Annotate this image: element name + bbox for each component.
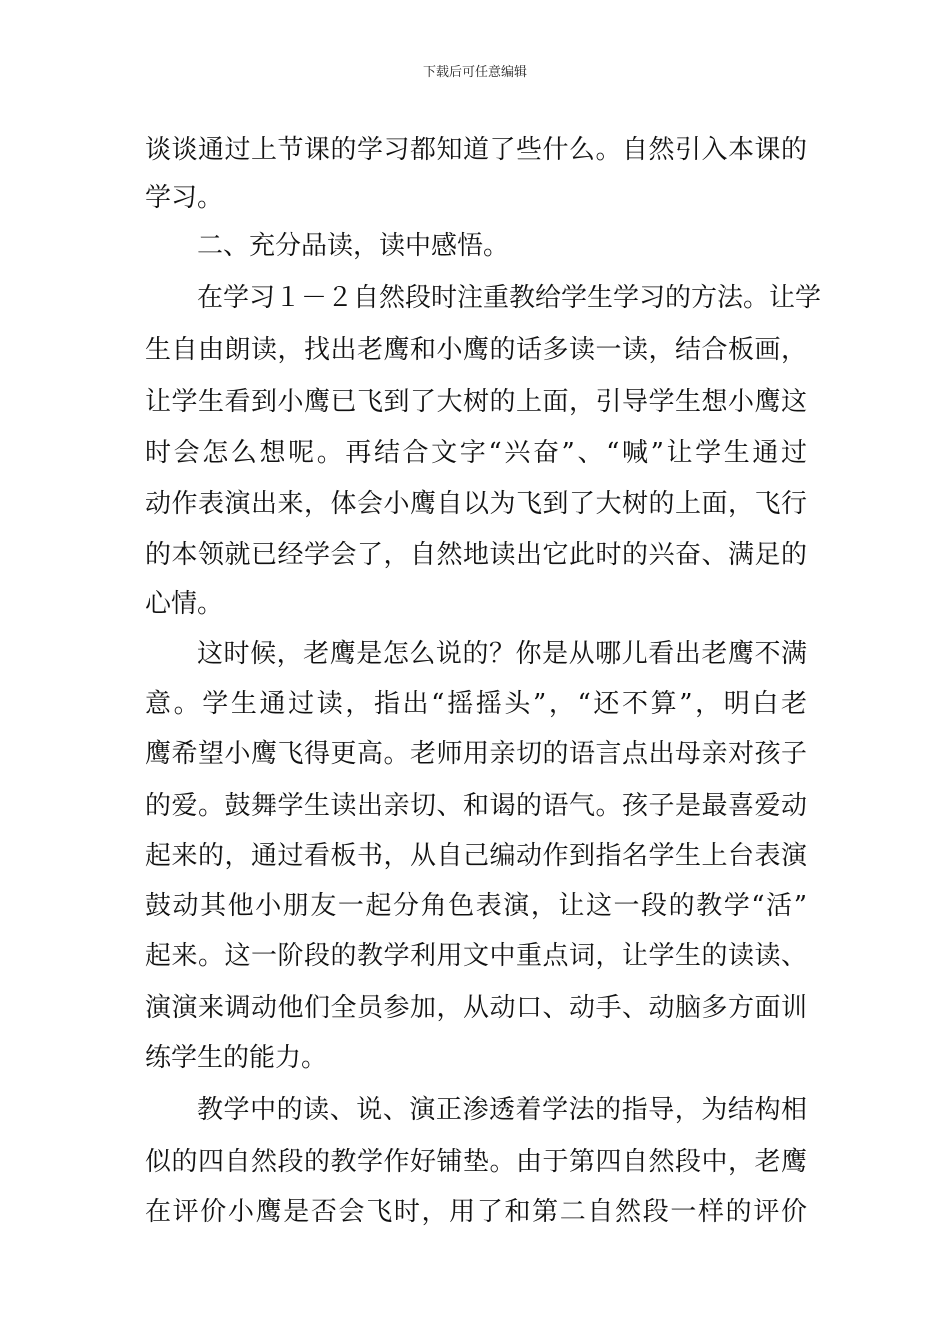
section-heading: 二、充分品读，读中感悟。 bbox=[197, 231, 510, 261]
text-line: 鼓动其他小朋友一起分角色表演，让这一段的教学“活” bbox=[145, 891, 807, 921]
text-line: 这时候，老鹰是怎么说的？你是从哪儿看出老鹰不满 bbox=[197, 639, 807, 669]
text-line: 在学习１－２自然段时注重教给学生学习的方法。让学 bbox=[197, 283, 822, 313]
text-line: 的爱。鼓舞学生读出亲切、和谒的语气。孩子是最喜爱动 bbox=[145, 791, 807, 821]
text-line: 生自由朗读，找出老鹰和小鹰的话多读一读，结合板画， bbox=[145, 335, 807, 365]
page-header: 下载后可任意编辑 bbox=[422, 65, 527, 80]
text-line: 动作表演出来，体会小鹰自以为飞到了大树的上面，飞行 bbox=[145, 489, 807, 519]
text-line: 心情。 bbox=[145, 589, 224, 619]
text-line: 练学生的能力。 bbox=[145, 1043, 328, 1073]
text-line: 起来。这一阶段的教学利用文中重点词，让学生的读读、 bbox=[145, 941, 807, 971]
text-line: 在评价小鹰是否会飞时，用了和第二自然段一样的评价 bbox=[145, 1197, 807, 1227]
text-line: 教学中的读、说、演正渗透着学法的指导，为结构相 bbox=[197, 1095, 807, 1125]
text-line: 学习。 bbox=[145, 183, 224, 213]
text-line: 谈谈通过上节课的学习都知道了些什么。自然引入本课的 bbox=[145, 135, 807, 165]
text-line: 的本领就已经学会了，自然地读出它此时的兴奋、满足的 bbox=[145, 540, 807, 570]
text-line: 演演来调动他们全员参加，从动口、动手、动脑多方面训 bbox=[145, 993, 807, 1023]
text-line: 鹰希望小鹰飞得更高。老师用亲切的语言点出母亲对孩子 bbox=[145, 739, 807, 769]
text-line: 时会怎么想呢。再结合文字“兴奋”、“喊”让学生通过 bbox=[145, 438, 807, 468]
text-line: 意。学生通过读，指出“摇摇头”，“还不算”，明白老 bbox=[145, 689, 807, 719]
text-line: 让学生看到小鹰已飞到了大树的上面，引导学生想小鹰这 bbox=[145, 387, 807, 417]
text-line: 起来的，通过看板书，从自己编动作到指名学生上台表演 bbox=[145, 841, 807, 871]
text-line: 似的四自然段的教学作好铺垫。由于第四自然段中，老鹰 bbox=[145, 1147, 807, 1177]
